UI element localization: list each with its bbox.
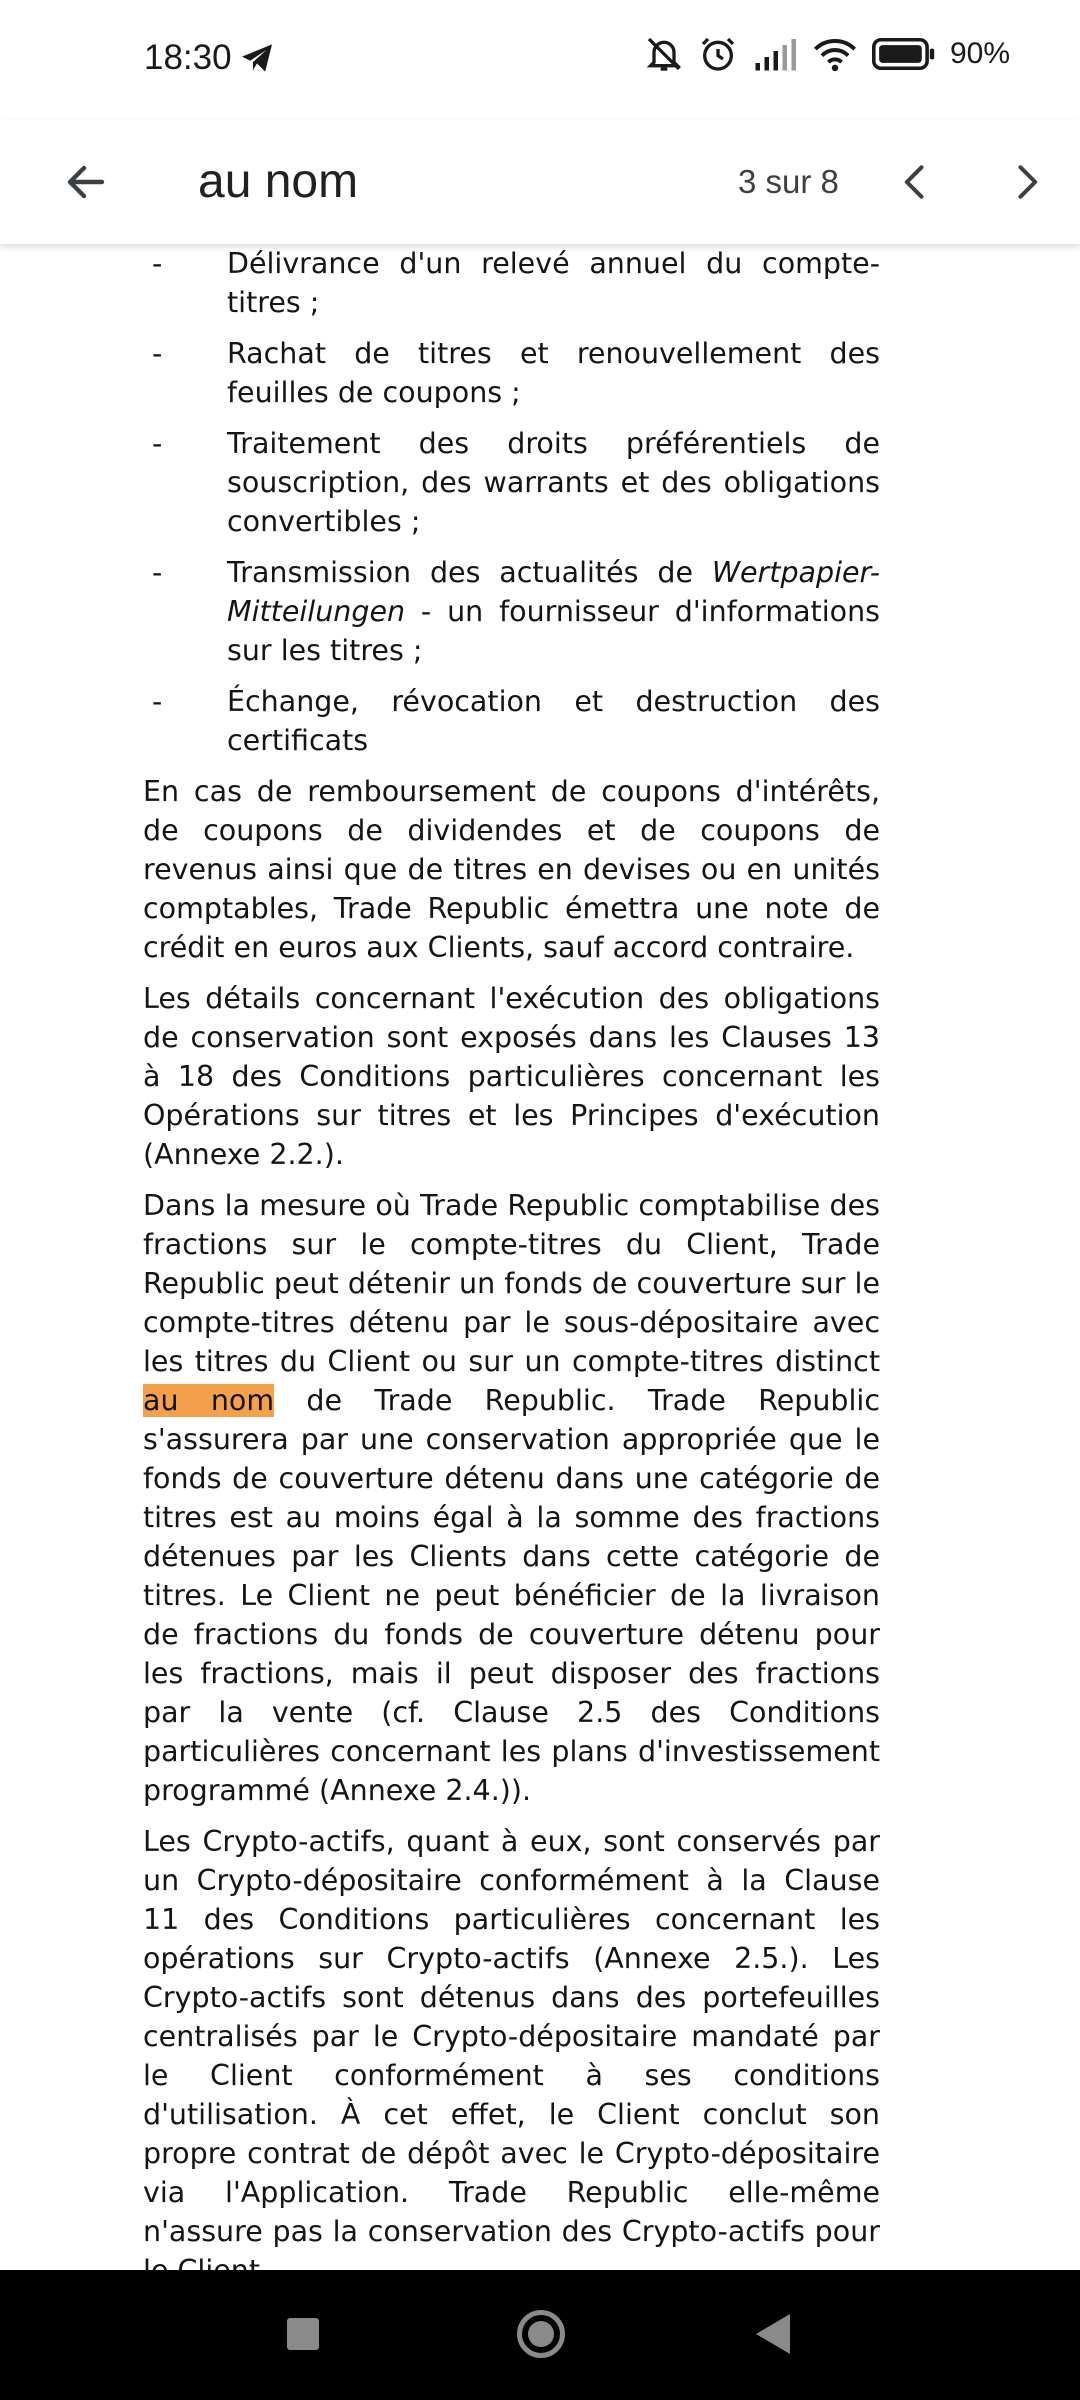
bell-off-icon <box>644 34 684 74</box>
match-count: 3 sur 8 <box>738 163 839 200</box>
previous-match-button[interactable] <box>876 142 956 222</box>
system-back-button[interactable] <box>756 2314 790 2354</box>
arrow-left-icon <box>62 158 110 206</box>
search-match-highlight: au nom <box>143 1384 275 1417</box>
bullet-dash: - <box>152 685 163 718</box>
paragraph-crypto: Les Crypto-actifs, quant à eux, sont conservés par un Crypto-dépositaire conformément à la Clause 11 des Conditions particulières concernant les opérations sur Crypto-actifs (Annexe 2.5.). Les Crypto-actifs sont détenus dans des portefeuilles centralisés par le Crypto-dépositaire mandaté par le Client conformément à ses conditions d'utilisation. À cet effet, le Client conclut son propre contrat de dépôt avec le Crypto-dépositaire via l'Application. Trade Republic elle-même n'assure pas la conservation des Crypto-actifs pour <box>143 1825 880 2248</box>
find-query-input[interactable]: au nom <box>198 155 359 208</box>
paragraph-coupons: En cas de remboursement de coupons d'intérêts, de coupons de dividendes et de coupons de revenus ainsi que de titres en devises ou en unités comptables, Trade Republic émettra une note de crédit en euros aux Clients, sauf accord contraire. <box>143 775 880 964</box>
list-item <box>143 682 880 760</box>
bullet-dash: - <box>152 556 163 589</box>
list-item <box>143 334 880 412</box>
text-segment: Dans la mesure où Trade Republic comptabilise des fractions sur le compte-titres du Client, Trade Republic peut détenir un fonds de couverture sur le compte-titres détenu par le sous-dépositaire avec les titres du Client ou sur un compte-titres distinct <box>143 1189 880 1378</box>
bullet-dash: - <box>152 247 163 280</box>
status-icons <box>644 34 1010 74</box>
chevron-left-icon <box>894 160 938 204</box>
list-item-text: Traitement des droits préférentiels de souscription, des warrants et des obligations convertibles ; <box>227 427 880 538</box>
list-item-text: Délivrance d'un relevé annuel du compte-titres ; <box>227 247 880 319</box>
next-match-button[interactable] <box>986 142 1066 222</box>
text-segment: Transmission des actualités de <box>227 556 712 589</box>
list-item-text: Rachat de titres et renouvellement des feuilles de coupons ; <box>227 337 880 409</box>
bullet-dash: - <box>152 427 163 460</box>
alarm-icon <box>698 34 738 74</box>
back-button[interactable] <box>46 142 126 222</box>
clock-text: 18:30 <box>144 38 232 77</box>
home-button[interactable] <box>517 2310 565 2358</box>
text-segment: de Trade Republic. Trade Republic s'assurera par une conservation appropriée que le fonds de couverture détenu dans une catégorie de titres est au moins égal à la somme des fractions détenues par les Clients dans cette catégorie de titres. Le Client ne peut bénéficier de la livraison de fractions du fonds de couverture détenu pour les fractions, mais il peut disposer des fractions par la vente (cf. Clause 2.5 des Conditions particulières concernant les plans d'investissement programmé (Annexe 2.4.)). <box>143 1384 880 1807</box>
chevron-right-icon <box>1004 160 1048 204</box>
list-item-text: Échange, révocation et destruction des certificats <box>227 685 880 757</box>
find-in-page-bar <box>0 120 1080 244</box>
system-navigation-bar <box>0 2270 1080 2400</box>
telegram-icon <box>240 43 274 73</box>
document-viewport[interactable] <box>0 244 1080 2270</box>
signal-icon <box>752 36 798 72</box>
text-segment: - un fournisseur d'informations sur les titres ; <box>227 595 880 667</box>
list-item <box>143 553 880 670</box>
italic-publication-name: Wertpapier-Mitteilungen <box>227 556 880 628</box>
document-content <box>143 244 880 2353</box>
recent-apps-button[interactable] <box>287 2318 319 2350</box>
status-time <box>144 38 274 78</box>
battery-percent: 90% <box>949 37 1010 70</box>
list-item <box>143 424 880 541</box>
wifi-icon <box>812 36 858 72</box>
status-bar <box>0 0 1080 120</box>
bullet-dash: - <box>152 337 163 370</box>
list-item <box>143 244 880 322</box>
list-item-text <box>227 556 880 667</box>
paragraph-fractions <box>143 1186 880 1810</box>
paragraph-details: Les détails concernant l'exécution des obligations de conservation sont exposés dans les Clauses 13 à 18 des Conditions particulières concernant les Opérations sur titres et les Principes d'exécution (Annexe 2.2.). <box>143 982 880 1171</box>
battery-icon <box>872 37 936 71</box>
